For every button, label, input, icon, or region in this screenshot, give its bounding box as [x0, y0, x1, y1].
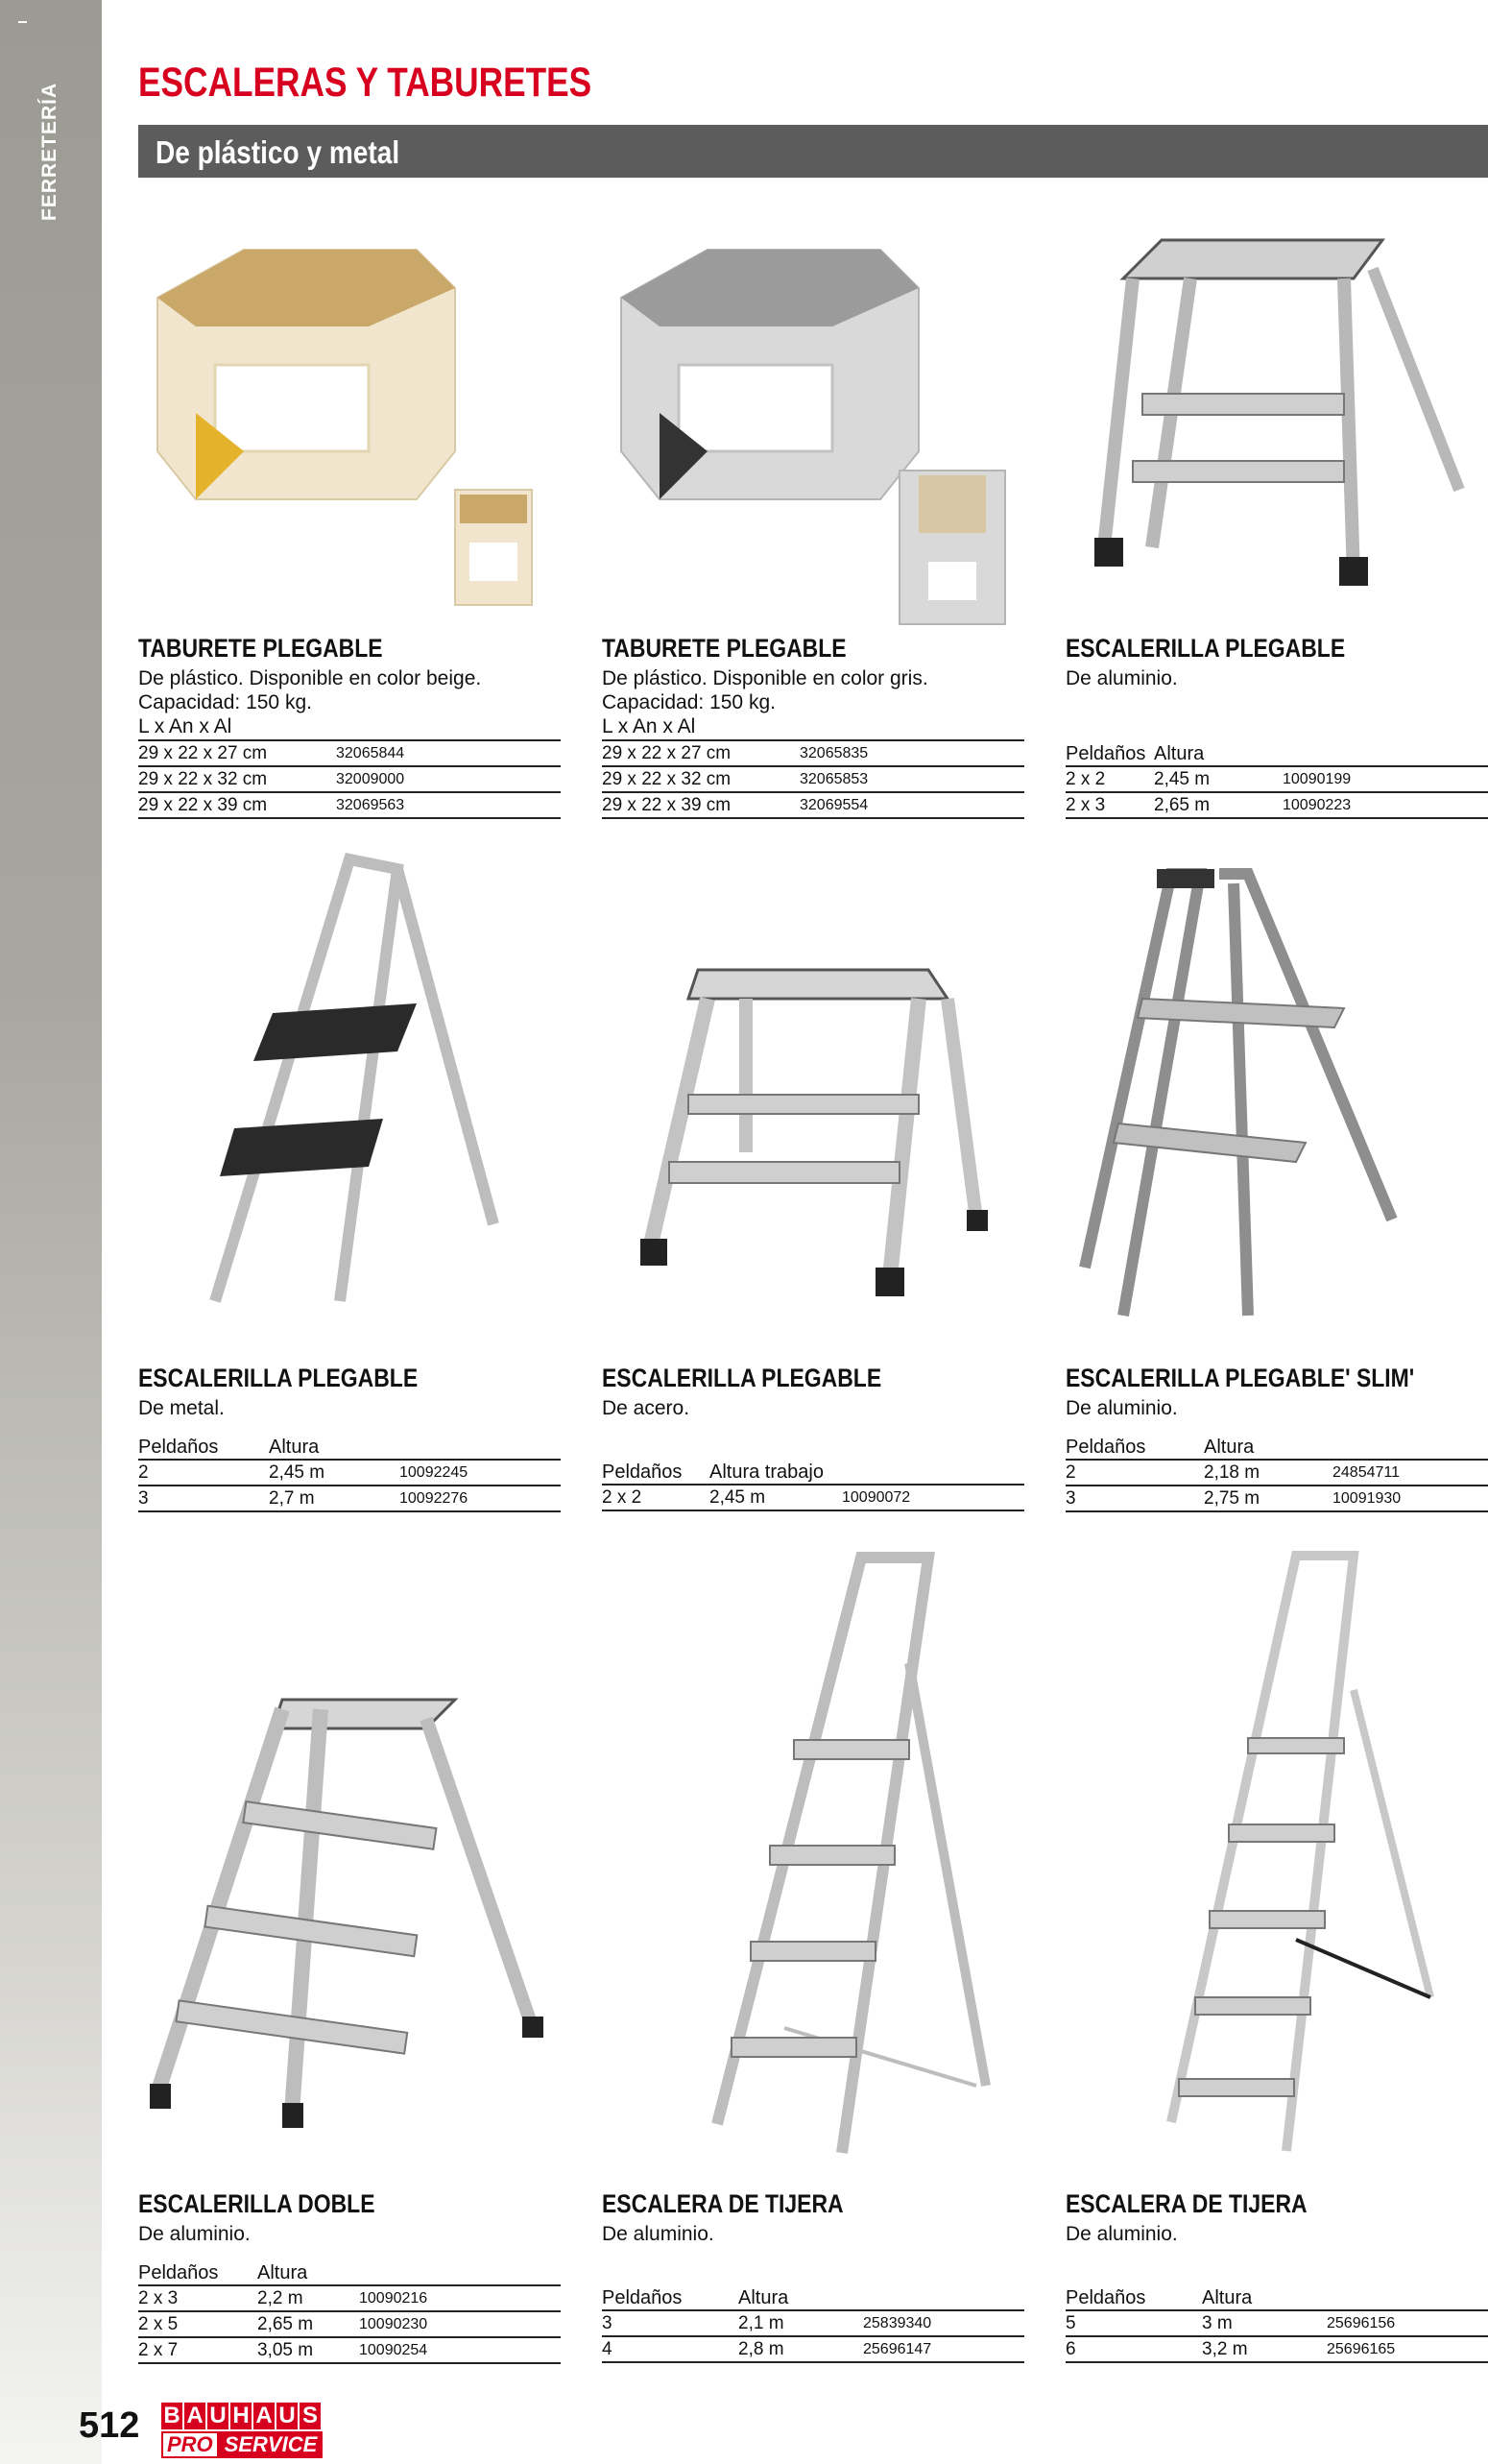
height: 2,75 m [1204, 1486, 1332, 1511]
steps: 2 x 7 [138, 2337, 257, 2363]
reference-code: 32065844 [336, 740, 561, 766]
spec-table [602, 1461, 1024, 1511]
table-row [602, 792, 1024, 818]
steps: 6 [1066, 2336, 1202, 2362]
table-header [1066, 1437, 1488, 1460]
logo-pro: PRO [161, 2431, 219, 2458]
product-card [1066, 1536, 1488, 2362]
logo-service-line [161, 2431, 353, 2458]
product-description [1066, 1396, 1178, 1420]
table-row [138, 2337, 561, 2363]
spec-size: 29 x 22 x 27 cm [602, 740, 800, 766]
steps: 5 [1066, 2310, 1202, 2336]
reference-code: 10090223 [1283, 792, 1488, 818]
double-step-ladder-icon [138, 1690, 561, 2132]
table-row [138, 1486, 561, 1511]
column-header: Altura [1204, 1437, 1255, 1458]
product-description [138, 666, 481, 738]
description-line: Capacidad: 150 kg. [602, 691, 776, 713]
description-line: L x An x Al [138, 715, 232, 737]
table-header [1066, 2287, 1488, 2310]
description-line: De acero. [602, 1397, 690, 1419]
steps: 2 x 3 [138, 2285, 257, 2311]
slim-folding-ladder-icon [1066, 864, 1488, 1325]
spec-table [138, 739, 561, 819]
column-header: Altura [257, 2262, 308, 2283]
table-header [138, 1437, 561, 1460]
spec-table [1066, 743, 1488, 819]
reference-code: 10091930 [1332, 1486, 1488, 1511]
height: 2,45 m [1154, 766, 1283, 792]
logo-letter: S [300, 2403, 321, 2429]
reference-code: 32009000 [336, 766, 561, 792]
column-header [1332, 1437, 1488, 1460]
description-line: De aluminio. [1066, 2223, 1178, 2245]
reference-code: 10090072 [842, 1485, 1024, 1510]
product-description [602, 1396, 689, 1420]
height: 2,1 m [738, 2310, 863, 2336]
logo-letter: U [276, 2403, 298, 2429]
reference-code: 32065853 [800, 766, 1024, 792]
subtitle: De plástico y metal [156, 134, 400, 170]
section-label: FERRETERÍA [38, 82, 60, 221]
column-header [359, 2262, 561, 2285]
column-header: Peldaños [1066, 2287, 1146, 2308]
product-name: ESCALERA DE TIJERA [1066, 2189, 1308, 2218]
reference-code: 25839340 [863, 2310, 1024, 2336]
product-card [602, 1536, 1024, 2362]
table-row [1066, 2310, 1488, 2336]
description-line: Capacidad: 150 kg. [138, 691, 312, 713]
spec-table [138, 1437, 561, 1512]
column-header [399, 1437, 561, 1460]
steps: 2 x 3 [1066, 792, 1154, 818]
steps: 3 [1066, 1486, 1204, 1511]
description-line: De metal. [138, 1397, 225, 1419]
column-header: Altura [269, 1437, 320, 1458]
sidebar-mark [18, 21, 27, 23]
scissor-ladder-icon [602, 1548, 1024, 2162]
scissor-ladder-tall-icon [1066, 1546, 1488, 2161]
description-line: De plástico. Disponible en color beige. [138, 667, 482, 689]
table-row [602, 740, 1024, 766]
table-header [602, 2287, 1024, 2310]
reference-code: 32069563 [336, 792, 561, 818]
metal-folding-ladder-icon [138, 840, 561, 1320]
column-header: Peldaños [138, 1437, 219, 1458]
column-header: Peldaños [1066, 1437, 1146, 1458]
column-header: Peldaños [1066, 743, 1146, 764]
steps: 3 [602, 2310, 738, 2336]
product-name: ESCALERILLA PLEGABLE [602, 1364, 882, 1392]
table-row [1066, 792, 1488, 818]
reference-code: 10090199 [1283, 766, 1488, 792]
product-description [1066, 666, 1178, 690]
reference-code: 10090254 [359, 2337, 561, 2363]
column-header [863, 2287, 1024, 2310]
spec-size: 29 x 22 x 27 cm [138, 740, 336, 766]
bauhaus-logo [161, 2403, 353, 2460]
description-line: De aluminio. [602, 2223, 714, 2245]
product-card [602, 835, 1024, 1527]
product-name: ESCALERILLA DOBLE [138, 2189, 375, 2218]
reference-code: 10090216 [359, 2285, 561, 2311]
reference-code: 32069554 [800, 792, 1024, 818]
steps: 2 [138, 1460, 269, 1486]
product-name: ESCALERILLA PLEGABLE' SLIM' [1066, 1364, 1415, 1392]
product-card [602, 230, 1024, 826]
spec-table [602, 2287, 1024, 2363]
table-row [138, 766, 561, 792]
subtitle-bar [138, 125, 1488, 178]
product-name: TABURETE PLEGABLE [138, 634, 383, 663]
column-header: Peldaños [602, 1461, 683, 1483]
product-description [138, 2222, 251, 2246]
steps: 2 x 5 [138, 2311, 257, 2337]
table-header [1066, 743, 1488, 766]
column-header: Peldaños [602, 2287, 683, 2308]
product-card [138, 230, 561, 826]
reference-code: 24854711 [1332, 1460, 1488, 1486]
table-row [602, 2336, 1024, 2362]
table-row [602, 1485, 1024, 1510]
spec-table [138, 2262, 561, 2364]
table-row [1066, 1460, 1488, 1486]
product-description [602, 2222, 714, 2246]
height: 3 m [1202, 2310, 1327, 2336]
height: 2,7 m [269, 1486, 399, 1511]
sidebar [0, 0, 102, 2464]
steps: 4 [602, 2336, 738, 2362]
steps: 2 x 2 [1066, 766, 1154, 792]
product-card [138, 1536, 561, 2362]
spec-size: 29 x 22 x 32 cm [138, 766, 336, 792]
table-header [602, 1461, 1024, 1485]
logo-service: SERVICE [219, 2431, 324, 2458]
description-line: De plástico. Disponible en color gris. [602, 667, 928, 689]
table-row [1066, 1486, 1488, 1511]
product-card [1066, 230, 1488, 826]
spec-table [1066, 1437, 1488, 1512]
reference-code: 25696147 [863, 2336, 1024, 2362]
spec-size: 29 x 22 x 39 cm [602, 792, 800, 818]
description-line: De aluminio. [1066, 1397, 1178, 1419]
height: 2,45 m [269, 1460, 399, 1486]
height: 2,18 m [1204, 1460, 1332, 1486]
logo-wordmark [161, 2403, 353, 2429]
reference-code: 10092276 [399, 1486, 561, 1511]
description-line: L x An x Al [602, 715, 696, 737]
table-header [138, 2262, 561, 2285]
table-row [1066, 766, 1488, 792]
table-row [138, 792, 561, 818]
column-header: Altura trabajo [709, 1461, 824, 1483]
height: 2,8 m [738, 2336, 863, 2362]
product-name: ESCALERA DE TIJERA [602, 2189, 844, 2218]
height: 2,2 m [257, 2285, 359, 2311]
reference-code: 25696165 [1327, 2336, 1488, 2362]
column-header [1283, 743, 1488, 766]
table-row [138, 2285, 561, 2311]
product-description [1066, 2222, 1178, 2246]
spec-size: 29 x 22 x 39 cm [138, 792, 336, 818]
folding-stool-beige-icon [138, 230, 561, 634]
height: 2,65 m [257, 2311, 359, 2337]
logo-letter: B [161, 2403, 182, 2429]
page-number: 512 [79, 2405, 140, 2446]
reference-code: 10092245 [399, 1460, 561, 1486]
reference-code: 25696156 [1327, 2310, 1488, 2336]
description-line: De aluminio. [138, 2223, 251, 2245]
reference-code: 32065835 [800, 740, 1024, 766]
height: 3,2 m [1202, 2336, 1327, 2362]
product-card [1066, 835, 1488, 1527]
table-row [1066, 2336, 1488, 2362]
table-row [138, 740, 561, 766]
column-header: Altura [1202, 2287, 1253, 2308]
column-header [1327, 2287, 1488, 2310]
spec-size: 29 x 22 x 32 cm [602, 766, 800, 792]
height: 2,45 m [709, 1485, 842, 1510]
column-header: Altura [1154, 743, 1205, 764]
product-name: TABURETE PLEGABLE [602, 634, 847, 663]
reference-code: 10090230 [359, 2311, 561, 2337]
column-header: Altura [738, 2287, 789, 2308]
aluminium-step-stool-icon [1066, 230, 1488, 615]
table-row [138, 1460, 561, 1486]
product-name: ESCALERILLA PLEGABLE [1066, 634, 1346, 663]
description-line: De aluminio. [1066, 667, 1178, 689]
table-row [602, 766, 1024, 792]
column-header: Peldaños [138, 2262, 219, 2283]
page-title: ESCALERAS Y TABURETES [138, 60, 592, 106]
spec-table [602, 739, 1024, 819]
steel-step-stool-icon [602, 960, 1024, 1325]
steps: 2 [1066, 1460, 1204, 1486]
table-row [138, 2311, 561, 2337]
spec-table [1066, 2287, 1488, 2363]
logo-letter: U [207, 2403, 228, 2429]
height: 3,05 m [257, 2337, 359, 2363]
column-header [842, 1461, 1024, 1485]
product-description [602, 666, 928, 738]
table-row [602, 2310, 1024, 2336]
folding-stool-grey-icon [602, 230, 1024, 634]
steps: 2 x 2 [602, 1485, 709, 1510]
logo-letter: A [184, 2403, 205, 2429]
product-name: ESCALERILLA PLEGABLE [138, 1364, 419, 1392]
logo-letter: A [253, 2403, 275, 2429]
product-card [138, 835, 561, 1527]
height: 2,65 m [1154, 792, 1283, 818]
logo-letter: H [230, 2403, 252, 2429]
product-description [138, 1396, 225, 1420]
steps: 3 [138, 1486, 269, 1511]
